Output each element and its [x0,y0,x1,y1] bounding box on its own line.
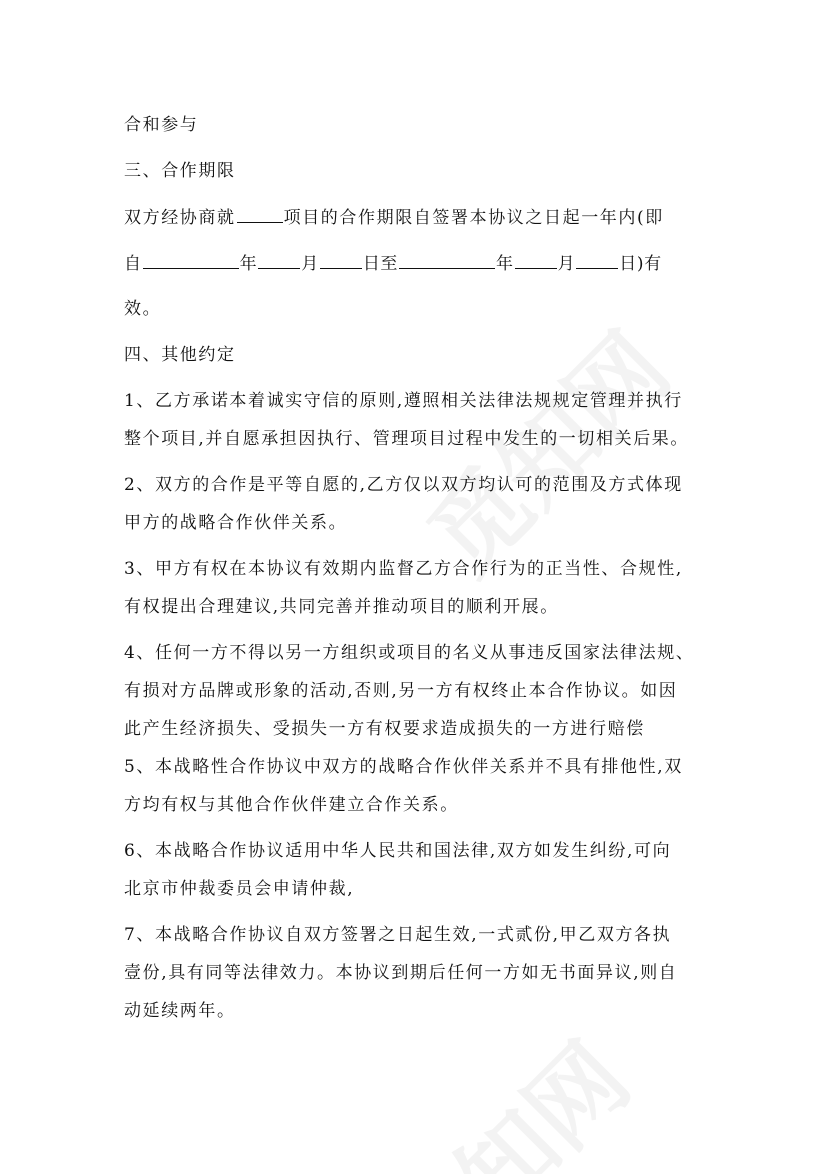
clause-5-line: 5、本战略性合作协议中双方的战略合作伙伴关系并不具有排他性,双 [124,757,683,777]
clause-5-line: 方均有权与其他合作伙伴建立合作关系。 [124,795,459,815]
text-fragment: 月 [557,254,576,274]
clause-4-line: 有损对方品牌或形象的活动,否则,另一方有权终止本合作协议。如因 [124,681,678,701]
clause-6-line: 北京市仲裁委员会申请仲裁, [124,879,355,899]
clause-3-line: 有权提出合理建议,共同完善并推动项目的顺利开展。 [124,597,559,617]
paragraph-line [124,244,714,282]
paragraph-line [124,198,714,236]
blank-start-year [143,244,239,269]
text-fragment: 双方经协商就 [124,208,236,228]
clause-7-line: 7、本战略合作协议自双方签署之日起生效,一式贰份,甲乙双方各执 [124,925,672,945]
text-fragment: 项目的合作期限自签署本协议之日起一年内(即 [283,208,664,228]
clause-2-line: 2、双方的合作是平等自愿的,乙方仅以双方均认可的范围及方式体现 [124,475,683,495]
section-heading-term: 三、合作期限 [124,161,236,181]
paragraph-line: 合和参与 [124,115,199,135]
clause-6-line: 6、本战略合作协议适用中华人民共和国法律,双方如发生纠纷,可向 [124,841,672,861]
document-body [124,106,714,1030]
paragraph-line: 效。 [124,299,162,319]
blank-end-month [515,244,557,269]
blank-start-month [258,244,300,269]
clause-4-line: 4、任何一方不得以另一方组织或项目的名义从事违反国家法律法规、 [124,643,695,663]
text-fragment: 自 [124,254,142,274]
blank-end-year [399,244,495,269]
text-fragment: 月 [301,254,319,274]
watermark [354,1008,655,1174]
clause-1-line: 1、乙方承诺本着诚实守信的原则,遵照相关法律法规规定管理并执行 [124,391,683,411]
blank-end-day [576,244,618,269]
clause-7-line: 壹份,具有同等法律效力。本协议到期后任何一方如无书面异议,则自 [124,963,678,983]
clause-3-line: 3、甲方有权在本协议有效期内监督乙方合作行为的正当性、合规性, [124,559,683,579]
text-fragment: 日)有 [619,254,662,274]
text-fragment: 年 [239,254,258,274]
clause-4-line: 此产生经济损失、受损失一方有权要求造成损失的一方进行赔偿 [124,719,645,739]
clause-1-line: 整个项目,并自愿承担因执行、管理项目过程中发生的一切相关后果。 [124,429,690,449]
clause-2-line: 甲方的战略合作伙伴关系。 [124,513,348,533]
text-fragment: 日至 [362,254,399,274]
blank-project-name [237,198,283,223]
section-heading-other: 四、其他约定 [124,345,236,365]
text-fragment: 年 [496,254,514,274]
clause-7-line: 动延续两年。 [124,1001,236,1021]
blank-start-day [320,244,362,269]
